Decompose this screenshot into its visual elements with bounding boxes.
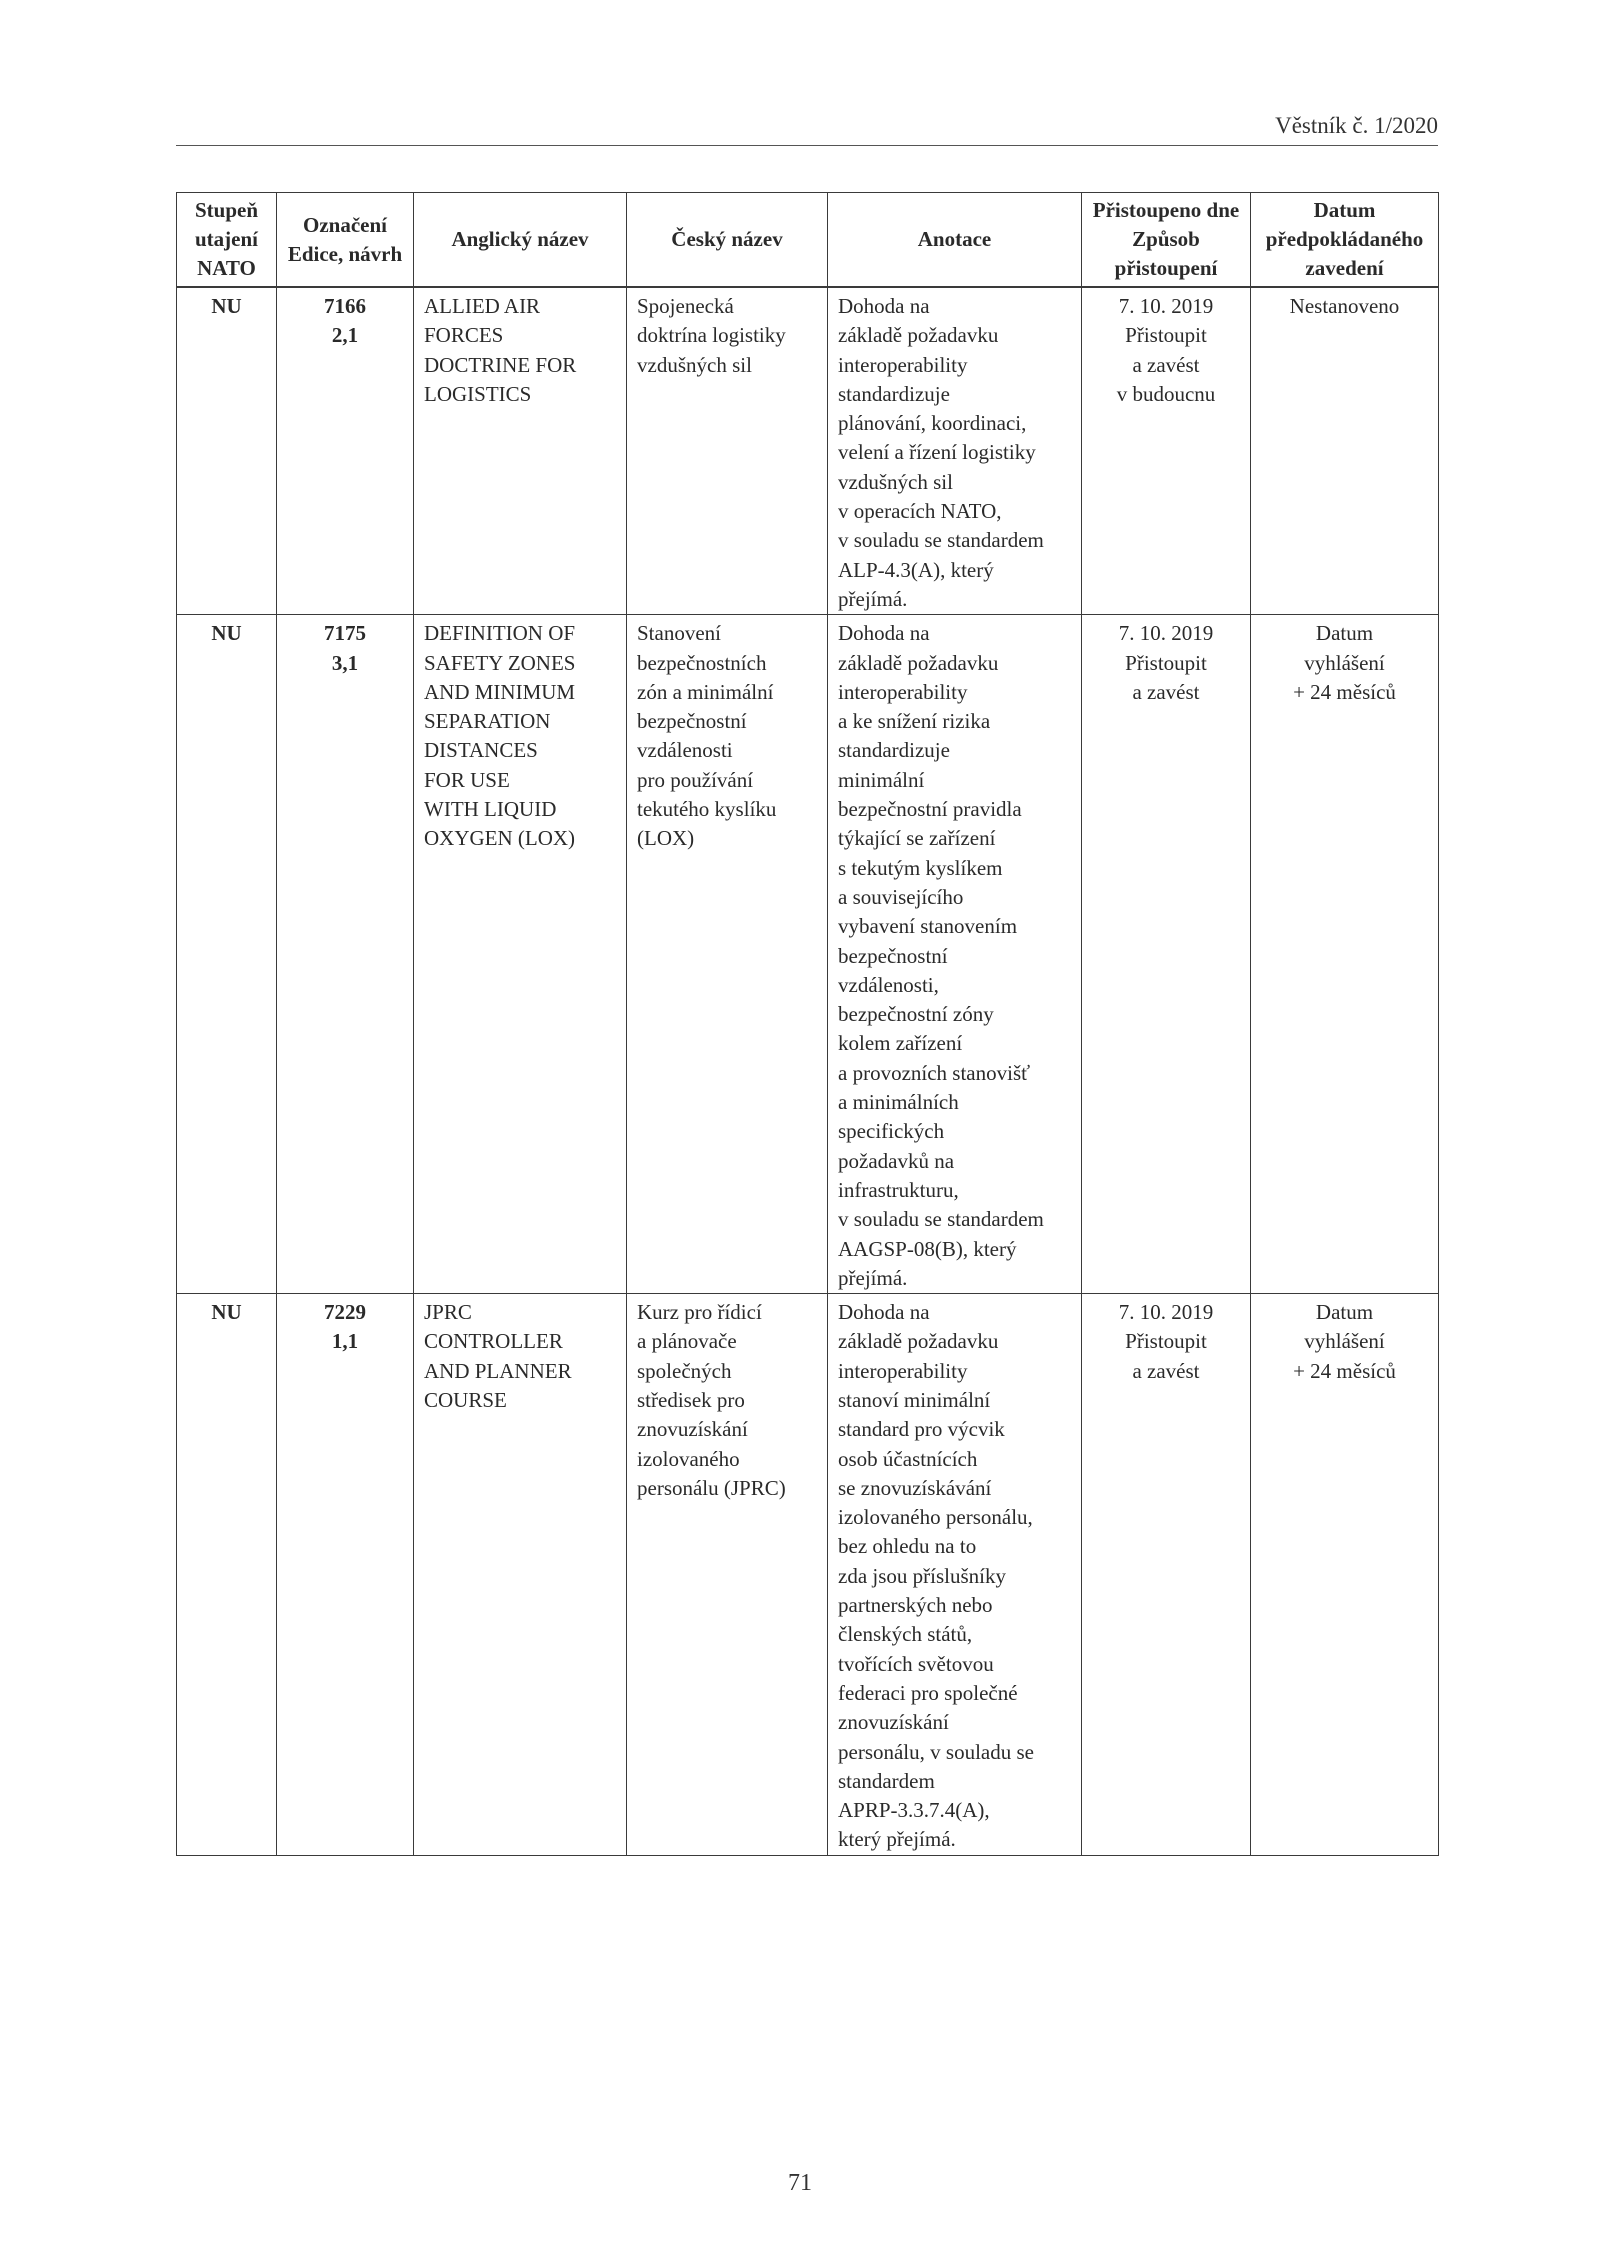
cell-datum-zavedeni-line: + 24 měsíců — [1293, 679, 1396, 704]
cell-anotace — [828, 1294, 1082, 1856]
cell-anotace-line: který přejímá. — [838, 1827, 956, 1852]
cell-oznaceni — [277, 287, 414, 615]
cell-anotace-line: standardizuje — [838, 381, 950, 406]
column-header-pristoupeno — [1082, 193, 1251, 288]
cell-anotace-line: standardem — [838, 1768, 935, 1793]
cell-anotace-line: kolem zařízení — [838, 1031, 963, 1056]
cell-anglicky-nazev — [414, 1294, 627, 1856]
page-number: 71 — [788, 2170, 812, 2196]
cell-anotace-line: standard pro výcvik — [838, 1417, 1005, 1442]
cell-anotace-line: federaci pro společné — [838, 1680, 1018, 1705]
cell-anglicky-nazev-line: DEFINITION OF — [424, 621, 576, 646]
cell-anotace-line: velení a řízení logistiky — [838, 440, 1036, 465]
cell-cesky-nazev-line: bezpečnostních — [637, 650, 767, 675]
cell-anotace-line: zda jsou příslušníky — [838, 1563, 1006, 1588]
column-header-pristoupeno-line: přistoupení — [1114, 256, 1218, 280]
standards-table — [176, 192, 1439, 1856]
cell-cesky-nazev-line: a plánovače — [637, 1329, 737, 1354]
cell-anotace-line: se znovuzískávání — [838, 1475, 992, 1500]
column-header-datum-zavedeni-line: zavedení — [1305, 256, 1384, 280]
table-row — [177, 1294, 1439, 1856]
running-head: Věstník č. 1/2020 — [1275, 113, 1438, 138]
cell-datum-zavedeni-line: Datum — [1315, 621, 1374, 646]
cell-cesky-nazev-line: izolovaného — [637, 1446, 740, 1471]
cell-datum-zavedeni — [1251, 287, 1439, 615]
cell-anglicky-nazev-line: FORCES — [424, 323, 504, 348]
cell-pristoupeno — [1082, 1294, 1251, 1856]
cell-anglicky-nazev-line: WITH LIQUID — [424, 797, 557, 822]
table-row — [177, 615, 1439, 1294]
cell-anotace-line: Dohoda na — [838, 1300, 930, 1325]
cell-anotace — [828, 615, 1082, 1294]
column-header-stupen — [177, 193, 277, 288]
cell-oznaceni-line: 3,1 — [331, 650, 359, 675]
cell-anotace-line: standardizuje — [838, 738, 950, 763]
cell-pristoupeno-line: Přistoupit — [1125, 323, 1207, 348]
cell-anotace-line: interoperability — [838, 352, 968, 377]
cell-anotace-line: vzdálenosti, — [838, 972, 939, 997]
cell-cesky-nazev-line: Stanovení — [637, 621, 721, 646]
cell-cesky-nazev — [627, 1294, 828, 1856]
cell-cesky-nazev-line: vzdálenosti — [637, 738, 733, 763]
cell-anotace-line: plánování, koordinaci, — [838, 411, 1027, 436]
cell-cesky-nazev-line: zón a minimální — [637, 679, 774, 704]
cell-anotace-line: bez ohledu na to — [838, 1534, 977, 1559]
cell-stupen: NU — [177, 287, 277, 615]
cell-anglicky-nazev-line: DISTANCES — [424, 738, 538, 763]
column-header-pristoupeno-line: Způsob — [1132, 227, 1200, 251]
cell-anotace-line: interoperability — [838, 679, 968, 704]
cell-cesky-nazev — [627, 287, 828, 615]
cell-cesky-nazev-line: středisek pro — [637, 1387, 745, 1412]
cell-cesky-nazev-line: pro používání — [637, 767, 754, 792]
cell-cesky-nazev-line: bezpečnostní — [637, 709, 747, 734]
cell-anglicky-nazev — [414, 287, 627, 615]
cell-anotace-line: požadavků na — [838, 1148, 955, 1173]
cell-pristoupeno-line: v budoucnu — [1116, 381, 1216, 406]
table-header-row — [177, 193, 1439, 288]
cell-anotace-line: AAGSP-08(B), který — [838, 1236, 1017, 1261]
cell-anotace-line: bezpečnostní — [838, 943, 948, 968]
cell-anglicky-nazev — [414, 615, 627, 1294]
cell-datum-zavedeni — [1251, 1294, 1439, 1856]
cell-oznaceni — [277, 615, 414, 1294]
cell-oznaceni-line: 7229 — [324, 1300, 366, 1325]
cell-anotace-line: specifických — [838, 1119, 945, 1144]
header-divider — [176, 145, 1438, 146]
cell-pristoupeno-line: a zavést — [1132, 679, 1200, 704]
cell-anotace-line: základě požadavku — [838, 1329, 999, 1354]
cell-anotace-line: a provozních stanovišť — [838, 1060, 1031, 1085]
cell-anglicky-nazev-line: COURSE — [424, 1387, 507, 1412]
cell-cesky-nazev-line: personálu (JPRC) — [637, 1475, 786, 1500]
cell-anotace-line: v souladu se standardem — [838, 528, 1044, 553]
cell-anotace-line: izolovaného personálu, — [838, 1505, 1033, 1530]
column-header-pristoupeno-line: Přistoupeno dne — [1092, 198, 1240, 222]
cell-pristoupeno-line: Přistoupit — [1125, 1329, 1207, 1354]
table-row — [177, 287, 1439, 615]
cell-oznaceni-line: 2,1 — [331, 323, 359, 348]
cell-pristoupeno-line: Přistoupit — [1125, 650, 1207, 675]
column-header-oznaceni-line: Označení — [303, 212, 387, 237]
cell-oznaceni-line: 1,1 — [331, 1329, 359, 1354]
cell-datum-zavedeni — [1251, 615, 1439, 1294]
cell-anglicky-nazev-line: AND PLANNER — [424, 1358, 572, 1383]
cell-pristoupeno-line: 7. 10. 2019 — [1118, 621, 1214, 646]
cell-anotace-line: vybavení stanovením — [838, 914, 1018, 939]
cell-anglicky-nazev-line: CONTROLLER — [424, 1329, 563, 1354]
cell-anglicky-nazev-line: FOR USE — [424, 767, 510, 792]
cell-pristoupeno-line: a zavést — [1132, 352, 1200, 377]
column-header-anotace — [828, 193, 1082, 288]
column-header-stupen-line: NATO — [197, 256, 256, 280]
column-header-cesky-nazev — [627, 193, 828, 288]
cell-anglicky-nazev-line: ALLIED AIR — [424, 294, 541, 318]
cell-anglicky-nazev-line: JPRC — [424, 1300, 472, 1325]
cell-anotace-line: ALP-4.3(A), který — [838, 557, 994, 582]
cell-anglicky-nazev-line: OXYGEN (LOX) — [424, 826, 576, 851]
cell-anotace-line: a souvisejícího — [838, 884, 964, 909]
cell-anotace-line: s tekutým kyslíkem — [838, 855, 1003, 880]
cell-anotace-line: znovuzískání — [838, 1710, 949, 1735]
cell-pristoupeno-line: 7. 10. 2019 — [1118, 1300, 1214, 1325]
cell-stupen: NU — [177, 615, 277, 1294]
column-header-datum-zavedeni-line: předpokládaného — [1265, 227, 1424, 251]
cell-anotace-line: a minimálních — [838, 1090, 959, 1115]
cell-anotace-line: přejímá. — [838, 586, 908, 611]
cell-cesky-nazev — [627, 615, 828, 1294]
cell-cesky-nazev-line: Kurz pro řídicí — [637, 1300, 762, 1325]
cell-anotace-line: v operacích NATO, — [838, 499, 1002, 524]
cell-anglicky-nazev-line: LOGISTICS — [424, 381, 532, 406]
cell-anotace-line: stanoví minimální — [838, 1387, 991, 1412]
cell-cesky-nazev-line: tekutého kyslíku — [637, 797, 777, 822]
cell-anglicky-nazev-line: SAFETY ZONES — [424, 650, 576, 675]
cell-datum-zavedeni-line: Datum — [1315, 1300, 1374, 1325]
column-header-anglicky-nazev-line: Anglický název — [451, 227, 589, 251]
cell-cesky-nazev-line: Spojenecká — [637, 294, 734, 318]
cell-anotace-line: a ke snížení rizika — [838, 709, 991, 734]
cell-datum-zavedeni-line: vyhlášení — [1304, 1329, 1385, 1354]
cell-cesky-nazev-line: společných — [637, 1358, 732, 1383]
cell-pristoupeno — [1082, 287, 1251, 615]
cell-anotace-line: bezpečnostní zóny — [838, 1002, 994, 1027]
cell-pristoupeno-line: 7. 10. 2019 — [1118, 294, 1214, 318]
cell-anotace-line: přejímá. — [838, 1265, 908, 1290]
cell-anglicky-nazev-line: SEPARATION — [424, 709, 551, 734]
cell-anotace-line: Dohoda na — [838, 294, 930, 318]
cell-oznaceni-line: 7175 — [324, 621, 366, 646]
cell-anotace-line: základě požadavku — [838, 323, 999, 348]
cell-anotace-line: minimální — [838, 767, 925, 792]
cell-anotace-line: osob účastnících — [838, 1446, 978, 1471]
cell-anotace-line: v souladu se standardem — [838, 1207, 1044, 1232]
cell-stupen: NU — [177, 1294, 277, 1856]
column-header-oznaceni — [277, 193, 414, 288]
cell-anotace-line: bezpečnostní pravidla — [838, 797, 1022, 822]
cell-anotace-line: týkající se zařízení — [838, 826, 996, 851]
cell-oznaceni-line: 7166 — [324, 294, 366, 318]
column-header-anglicky-nazev — [414, 193, 627, 288]
cell-anotace-line: Dohoda na — [838, 621, 930, 646]
column-header-stupen-line: Stupeň — [194, 198, 259, 222]
cell-datum-zavedeni-line: Nestanoveno — [1289, 294, 1400, 318]
cell-anotace-line: partnerských nebo — [838, 1593, 993, 1618]
column-header-cesky-nazev-line: Český název — [671, 227, 783, 251]
cell-datum-zavedeni-line: + 24 měsíců — [1293, 1358, 1396, 1383]
cell-pristoupeno — [1082, 615, 1251, 1294]
cell-cesky-nazev-line: doktrína logistiky — [637, 323, 786, 348]
cell-datum-zavedeni-line: vyhlášení — [1304, 650, 1385, 675]
cell-anotace-line: infrastrukturu, — [838, 1177, 959, 1202]
cell-cesky-nazev-line: (LOX) — [637, 826, 695, 851]
column-header-anotace-line: Anotace — [917, 227, 992, 251]
cell-oznaceni — [277, 1294, 414, 1856]
cell-anglicky-nazev-line: DOCTRINE FOR — [424, 352, 577, 377]
cell-cesky-nazev-line: vzdušných sil — [637, 352, 752, 377]
cell-anotace-line: personálu, v souladu se — [838, 1739, 1034, 1764]
column-header-stupen-line: utajení — [195, 227, 258, 251]
cell-anotace-line: tvořících světovou — [838, 1651, 994, 1676]
cell-cesky-nazev-line: znovuzískání — [637, 1417, 748, 1442]
column-header-datum-zavedeni-line: Datum — [1313, 198, 1376, 222]
cell-anotace-line: základě požadavku — [838, 650, 999, 675]
cell-anotace — [828, 287, 1082, 615]
cell-anotace-line: interoperability — [838, 1358, 968, 1383]
cell-anotace-line: vzdušných sil — [838, 469, 953, 494]
column-header-oznaceni-line: Edice, návrh — [287, 241, 403, 266]
cell-anglicky-nazev-line: AND MINIMUM — [424, 679, 576, 704]
cell-anotace-line: členských států, — [838, 1622, 973, 1647]
cell-pristoupeno-line: a zavést — [1132, 1358, 1200, 1383]
cell-anotace-line: APRP-3.3.7.4(A), — [838, 1798, 990, 1823]
column-header-datum-zavedeni — [1251, 193, 1439, 288]
